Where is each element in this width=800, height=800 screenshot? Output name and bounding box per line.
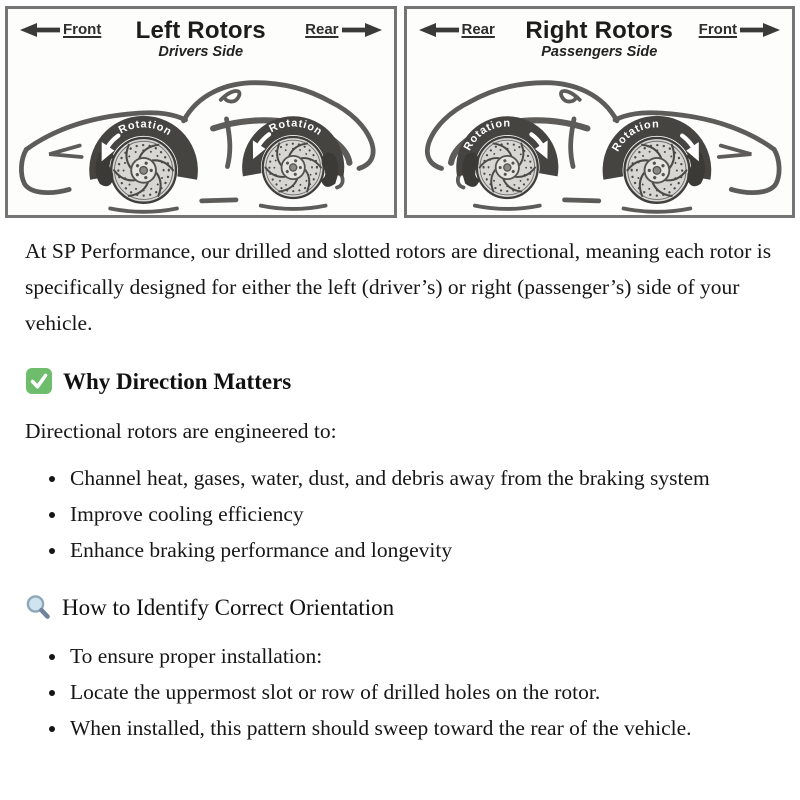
engineered-to-lead: Directional rotors are engineered to: [25, 419, 337, 444]
list-item: • When installed, this pattern should sweep toward the rear of the vehicle. [68, 710, 775, 746]
magnifying-glass-icon [25, 594, 52, 621]
orientation-steps-list [25, 638, 775, 746]
left-panel-header [8, 9, 394, 60]
right-rotors-panel [404, 6, 796, 218]
arrow-right-icon [342, 23, 382, 37]
rotation-label: Rotation [267, 117, 325, 139]
arrow-left-icon [419, 23, 459, 37]
list-item: • Improve cooling efficiency [68, 496, 775, 532]
car-illustration-right [407, 56, 793, 218]
list-item: • Enhance braking performance and longevity [68, 532, 775, 568]
arrow-right-icon [740, 23, 780, 37]
intro-paragraph: At SP Performance, our drilled and slotted rotors are directional, meaning each rotor is specifically designed for either the left (driver’s) or right (passenger’s) side of your vehicle. [25, 239, 772, 336]
list-item: • Locate the uppermost slot or row of drilled holes on the rotor. [68, 674, 775, 710]
list-item: • Channel heat, gases, water, dust, and debris away from the braking system [68, 460, 775, 496]
section-heading-why-direction-matters [25, 367, 775, 395]
rotor-direction-diagram [0, 0, 800, 218]
front-direction-indicator [20, 21, 136, 38]
check-mark-icon [25, 367, 53, 395]
right-panel-header [407, 9, 793, 60]
panel-subtitle: Passengers Side [541, 44, 658, 61]
front-label: Front [63, 21, 102, 38]
rotation-label: Rotation [609, 118, 660, 155]
rotation-label: Rotation [116, 118, 175, 139]
benefits-list [25, 460, 775, 568]
rotation-label: Rotation [461, 117, 511, 154]
section-heading-identify-orientation [25, 594, 775, 622]
rear-direction-indicator [266, 21, 382, 38]
heading-text: Why Direction Matters [63, 368, 292, 394]
panel-title: Left Rotors [135, 17, 266, 44]
left-panel-titleblock [136, 18, 266, 60]
car-illustration-left [8, 56, 394, 218]
rear-label: Rear [305, 21, 339, 38]
arrow-left-icon [20, 23, 60, 37]
front-direction-indicator [673, 21, 780, 38]
rear-direction-indicator [419, 21, 526, 38]
panel-title: Right Rotors [525, 17, 674, 44]
left-rotors-panel [5, 6, 397, 218]
article-body [0, 233, 800, 756]
right-panel-titleblock [525, 18, 673, 60]
rear-label: Rear [461, 21, 495, 38]
list-item: • To ensure proper installation: [68, 638, 775, 674]
panel-subtitle: Drivers Side [158, 44, 244, 61]
heading-text: How to Identify Correct Orientation [62, 595, 395, 621]
front-label: Front [698, 21, 737, 38]
